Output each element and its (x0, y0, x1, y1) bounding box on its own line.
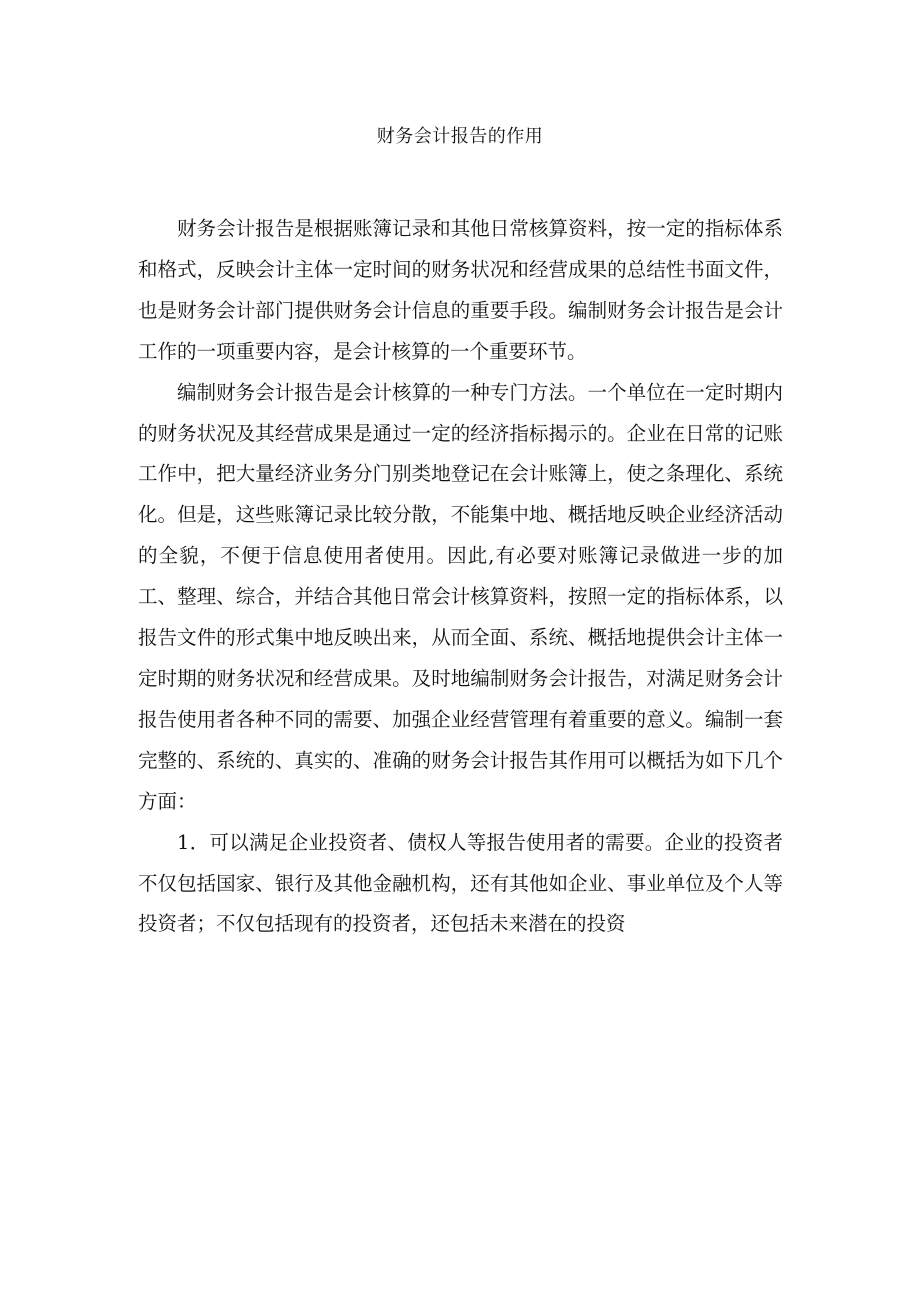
paragraph-intro: 财务会计报告是根据账簿记录和其他日常核算资料，按一定的指标体系和格式，反映会计主体一定时间的财务状况和经营成果的总结性书面文件，也是财务会计部门提供财务会计信息的重要手段。编制财务会计报告是会计工作的一项重要内容，是会计核算的一个重要环节。 (138, 217, 783, 363)
document-title: 财务会计报告的作用 (376, 126, 544, 147)
document-body (138, 209, 783, 945)
paragraph-method: 编制财务会计报告是会计核算的一种专门方法。一个单位在一定时期内的财务状况及其经营成果是通过一定的经济指标揭示的。企业在日常的记账工作中，把大量经济业务分门别类地登记在会计账簿上，使之条理化、系统化。但是，这些账簿记录比较分散，不能集中地、概括地反映企业经济活动的全貌，不便于信息使用者使用。因此,有必要对账簿记录做进一步的加工、整理、综合，并结合其他日常会计核算资料，按照一定的指标体系，以报告文件的形式集中地反映出来，从而全面、系统、概括地提供会计主体一定时期的财务状况和经营成果。及时地编制财务会计报告，对满足财务会计报告使用者各种不同的需要、加强企业经营管理有着重要的意义。编制一套完整的、系统的、真实的、准确的财务会计报告其作用可以概括为如下几个方面： (138, 380, 783, 813)
paragraph-point-1: 1．可以满足企业投资者、债权人等报告使用者的需要。企业的投资者不仅包括国家、银行及其他金融机构，还有其他如企业、事业单位及个人等投资者；不仅包括现有的投资者，还包括未来潜在的投资 (138, 830, 783, 936)
